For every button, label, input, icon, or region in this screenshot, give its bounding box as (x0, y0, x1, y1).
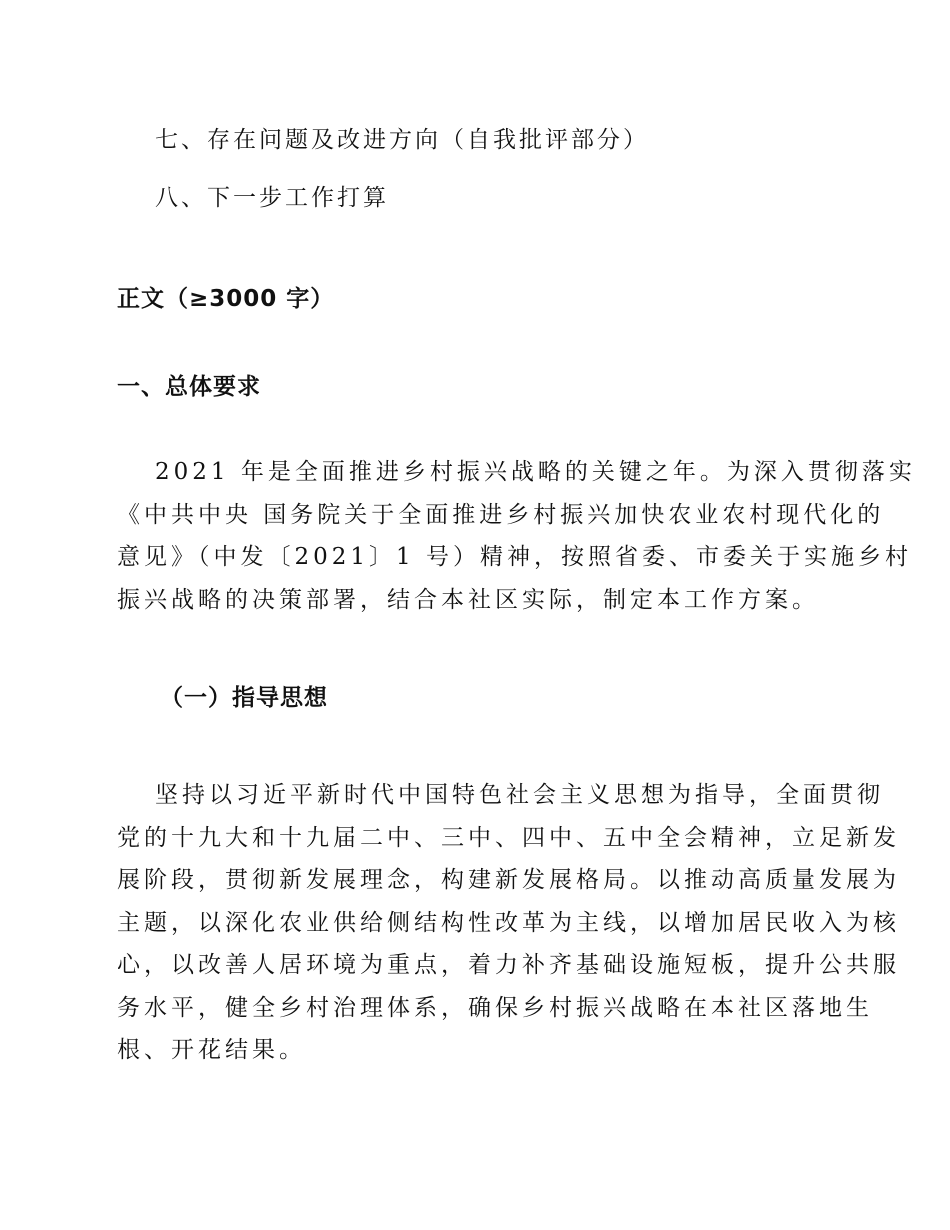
paragraph-line: 心，以改善人居环境为重点，着力补齐基础设施短板，提升公共服 (117, 952, 900, 978)
paragraph-line: 展阶段，贯彻新发展理念，构建新发展格局。以推动高质量发展为 (117, 867, 900, 893)
guiding-thought-paragraph (117, 774, 900, 1072)
paragraph-line: 2021 年是全面推进乡村振兴战略的关键之年。为深入贯彻落实 (155, 459, 916, 485)
section-heading-1: 一、总体要求 (117, 374, 261, 400)
paragraph-line: 《中共中央 国务院关于全面推进乡村振兴加快农业农村现代化的 (117, 501, 885, 528)
paragraph-line: 振兴战略的决策部署，结合本社区实际，制定本工作方案。 (117, 586, 819, 613)
intro-paragraph (117, 451, 916, 621)
toc-item-7: 七、存在问题及改进方向（自我批评部分） (155, 127, 649, 153)
paragraph-line: 主题，以深化农业供给侧结构性改革为主线，以增加居民收入为核 (117, 909, 900, 936)
paragraph-line: 务水平，健全乡村治理体系，确保乡村振兴战略在本社区落地生 (117, 994, 873, 1021)
toc-item-8: 八、下一步工作打算 (155, 185, 389, 211)
paragraph-line: 坚持以习近平新时代中国特色社会主义思想为指导，全面贯彻 (155, 782, 884, 808)
paragraph-line: 党的十九大和十九届二中、三中、四中、五中全会精神，立足新发 (117, 824, 900, 851)
body-heading: 正文（≥3000 字） (117, 286, 335, 312)
paragraph-line: 意见》（中发〔2021〕1 号）精神，按照省委、市委关于实施乡村 (117, 544, 912, 570)
paragraph-line: 根、开花结果。 (117, 1037, 306, 1063)
subsection-heading-1: （一）指导思想 (160, 685, 328, 711)
